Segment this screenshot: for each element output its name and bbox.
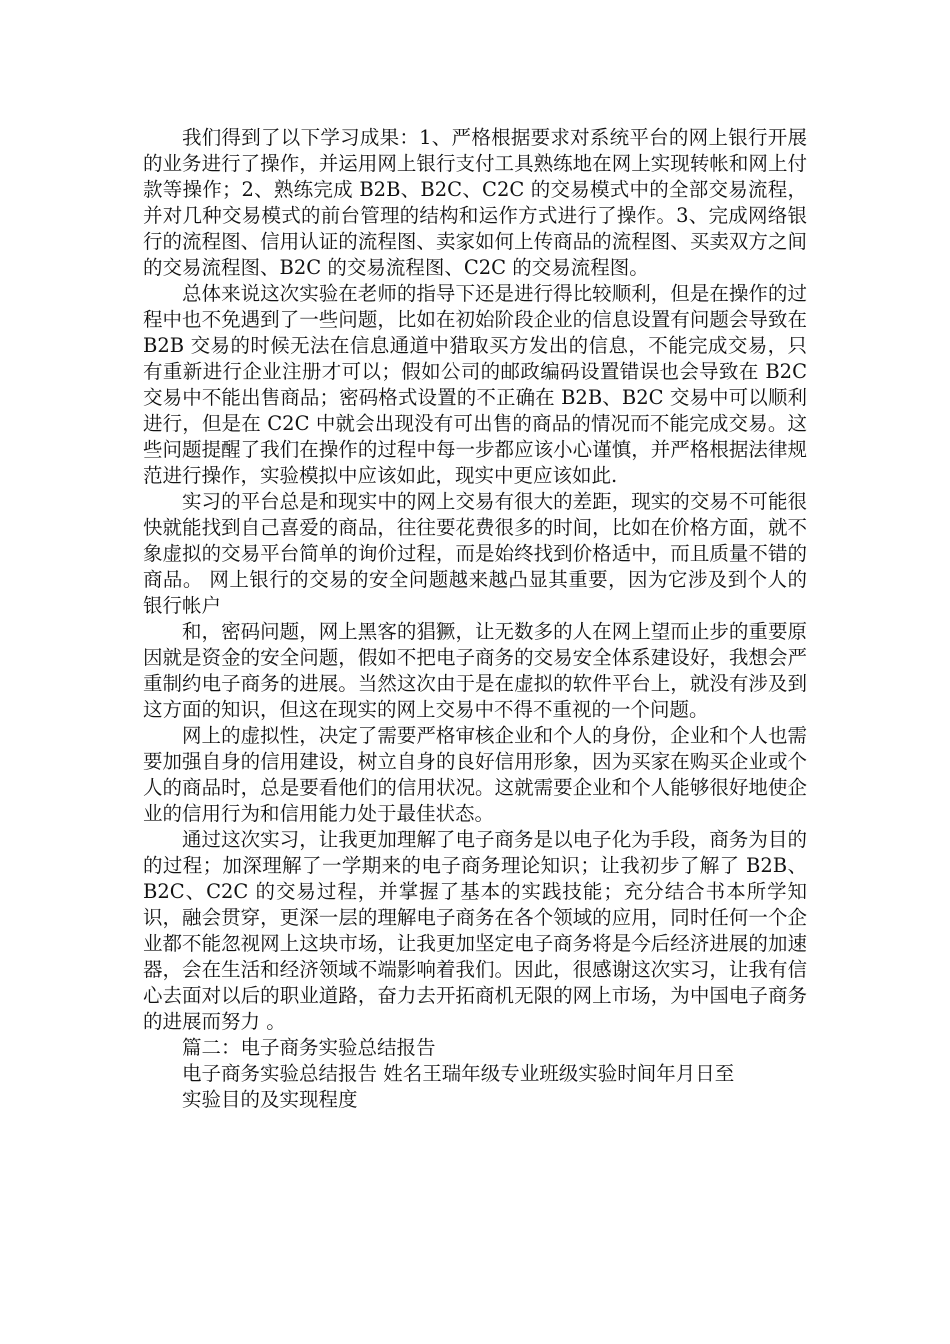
paragraph-conclusion: 通过这次实习，让我更加理解了电子商务是以电子化为手段，商务为目的的过程；加深理解了一学期来的电子商务理论知识；让我初步了解了 B2B、B2C、C2C 的交易过程，并掌握了基本的实践技能；充分结合书本所学知识，融会贯穿，更深一层的理解电子商务在各个领域的应用，同时任何一个企业都不能忽视网上这块市场，让我更加坚定电子商务将是今后经济进展的加速器，会在生活和经济领域不端影响着我们。因此，很感谢这次实习，让我有信心去面对以后的职业道路，奋力去开拓商机无限的网上市场，为中国电子商务的进展而努力 。 — [143, 828, 807, 1033]
paragraph-learning-outcomes: 我们得到了以下学习成果：1、严格根据要求对系统平台的网上银行开展的业务进行了操作，并运用网上银行支付工具熟练地在网上实现转帐和网上付款等操作；2、熟练完成 B2B、B2C、C2C 的交易模式中的全部交易流程，并对几种交易模式的前台管理的结构和运作方式进行了操作。3、完成网络银行的流程图、信用认证的流程图、卖家如何上传商品的流程图、买卖双方之间的交易流程图、B2C 的交易流程图、C2C 的交易流程图。 — [143, 126, 807, 279]
section-heading-objectives: 实验目的及实现程度 — [182, 1088, 358, 1111]
report-header-line: 电子商务实验总结报告 姓名王瑞年级专业班级实验时间年月日至 — [182, 1062, 735, 1085]
paragraph-credit-building: 网上的虚拟性，决定了需要严格审核企业和个人的身份，企业和个人也需要加强自身的信用建设，树立自身的良好信用形象，因为买家在购买企业或个人的商品时，总是要看他们的信用状况。这就需要企业和个人能够很好地使企业的信用行为和信用能力处于最佳状态。 — [143, 724, 807, 825]
paragraph-platform-gap: 实习的平台总是和现实中的网上交易有很大的差距，现实的交易不可能很快就能找到自己喜爱的商品，往往要花费很多的时间，比如在价格方面，就不象虚拟的交易平台简单的询价过程，而是始终找到价格适中，而且质量不错的商品。 网上银行的交易的安全问题越来越凸显其重要，因为它涉及到个人的银行帐户 — [143, 490, 807, 617]
paragraph-overall-summary: 总体来说这次实验在老师的指导下还是进行得比较顺利，但是在操作的过程中也不免遇到了一些问题，比如在初始阶段企业的信息设置有问题会导致在 B2B 交易的时候无法在信息通道中猎取买方发出的信息，不能完成交易，只有重新进行企业注册才可以；假如公司的邮政编码设置错误也会导致在 B2C 交易中不能出售商品；密码格式设置的不正确在 B2B、B2C 交易中可以顺利进行，但是在 C2C 中就会出现没有可出售的商品的情况而不能完成交易。这些问题提醒了我们在操作的过程中每一步都应该小心谨慎，并严格根据法律规范进行操作，实验模拟中应该如此，现实中更应该如此. — [143, 282, 807, 487]
paragraph-security-issue: 和，密码问题，网上黑客的猖獗，让无数多的人在网上望而止步的重要原因就是资金的安全问题，假如不把电子商务的交易安全体系建设好，我想会严重制约电子商务的进展。当然这次由于是在虚拟的软件平台上，就没有涉及到这方面的知识，但这在现实的网上交易中不得不重视的一个问题。 — [143, 620, 807, 721]
section-heading-part-two: 篇二：电子商务实验总结报告 — [182, 1036, 436, 1059]
document-body — [143, 125, 807, 1113]
